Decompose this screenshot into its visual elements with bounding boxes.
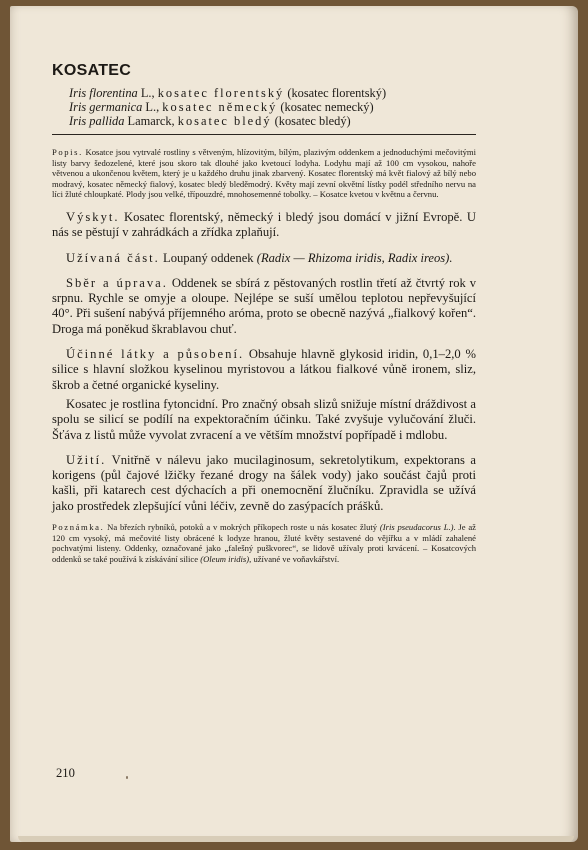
fytoncid-paragraph [52, 397, 476, 443]
species-author: Lamarck, [124, 114, 175, 128]
page-number: 210 [56, 766, 75, 780]
section-head: Užití. [66, 452, 107, 467]
used-part-paragraph [52, 251, 476, 266]
species-author: L., [137, 86, 155, 100]
ink-speck [126, 776, 128, 779]
occurrence-paragraph [52, 210, 476, 241]
section-head: Popis. [52, 147, 83, 157]
note-text: . Je až 120 cm vysoký, má mečovité listy obrácené k lodyze hranou, žluté květy sestavené do vějířku a v mládí zahalené pochvatými listeny. Oddenky, označované jako „falešný puškvorec“, se lidově užívaly proti krvácení. – Kosatcových oddenků se také používá k získávání silice [52, 522, 476, 564]
species-czech: kosatec bledý [177, 114, 272, 128]
species-list [69, 86, 476, 128]
note-latin: (Oleum iridis) [200, 553, 250, 564]
species-line [69, 86, 476, 100]
species-czech: kosatec německý [162, 100, 278, 114]
section-head: Výskyt. [66, 209, 120, 224]
description-paragraph [52, 147, 476, 200]
section-text: Vnitřně v nálevu jako mucilaginosum, sekretolytikum, expektorans a korigens (půl čajové lžičky řezané drogy na šálek vody) jako součást čajů proti kašli, při katarech cest dýchacích a při onemocnění žlučníku. Zpravidla se užívá jako prostředek zlepšující vůni léčiv, zevně do zasýpacích prášků. [52, 452, 476, 513]
usage-paragraph [52, 453, 476, 514]
section-text: Oddenek se sbírá z pěstovaných rostlin třetí až čtvrtý rok v srpnu. Rychle se omyje a oloupe. Nejlépe se suší umělou teplotou nepřevyšující 40°. Při sušení nabývá příjemného aróma, proto se obecně nazývá „fialkový kořen“. Droga má poněkud škrablavou chuť. [52, 275, 476, 336]
drug-name: (Radix — Rhizoma iridis, Radix ireos). [256, 250, 453, 265]
section-text: Obsahuje hlavně glykosid iridin, 0,1–2,0 % silice s hlavní složkou kyselinou myristovou a látkou fialkové vůně ironem, sliz, škrob a četné organické kyseliny. [52, 347, 476, 392]
section-text: Loupaný oddenek [163, 250, 254, 265]
species-latin: Iris pallida [69, 114, 125, 128]
species-alt: (kosatec nemecký) [280, 100, 374, 114]
note-paragraph [52, 522, 476, 564]
section-text: Kosatec florentský, německý i bledý jsou domácí v jižní Evropě. U nás se pěstují v zahrádkách a zřídka zplaňují. [52, 209, 476, 240]
species-latin: Iris florentina [69, 86, 138, 100]
section-text: Kosatce jsou vytrvalé rostliny s větveným, hlízovitým, bílým, plazivým oddenkem a jednoduchými mečovitými listy barvy šedozelené, které jsou skoro tak dlouhé jako kvetoucí lodyha. Lodyhu mají až 100 cm vysokou, nahoře větvenou a ukončenou květem, který je u každého druhu jinak zbarvený. Kosatec florentský má květ fialový až bílý nebo modravý, kosatec německý fialový, kosatec bledý bleděmodrý. Květy mají zevní okvětní lístky podél středního nervu na líci žluté chloupkaté. Plody jsou velké, třípouzdré, mnohosemenné tobolky. – Kosatce kvetou v květnu a červnu. [52, 147, 477, 200]
note-latin: (Iris pseudacorus L.) [379, 522, 454, 533]
species-author: L., [142, 100, 160, 114]
title-divider [52, 134, 476, 135]
section-head: Sběr a úprava. [66, 275, 168, 290]
note-text: , užívané ve voňavkářství. [249, 553, 340, 564]
species-alt: (kosatec bledý) [274, 114, 351, 128]
page-content [52, 62, 476, 564]
active-substances-paragraph [52, 347, 476, 393]
species-line [69, 100, 476, 114]
page-edge [18, 836, 574, 842]
section-text: Kosatec je rostlina fytoncidní. Pro značný obsah slizů snižuje místní dráždivost a spolu se silicí se podílí na expektoračním účinku. Také zvyšuje vylučování žluči. Šťáva z listů může vyvolat zvracení a ve větším množství popřípadě i mdlobu. [52, 396, 476, 442]
species-alt: (kosatec florentský) [287, 86, 387, 100]
section-head: Účinné látky a působení. [66, 347, 245, 362]
species-latin: Iris germanica [69, 100, 143, 114]
note-text: Na březích rybníků, potoků a v mokrých příkopech roste u nás kosatec žlutý [107, 522, 380, 533]
page-title: KOSATEC [52, 62, 132, 79]
section-head: Užívaná část. [66, 250, 160, 265]
harvest-paragraph [52, 276, 476, 337]
species-czech: kosatec florentský [157, 86, 285, 100]
section-head: Poznámka. [52, 522, 105, 533]
species-line [69, 114, 476, 128]
